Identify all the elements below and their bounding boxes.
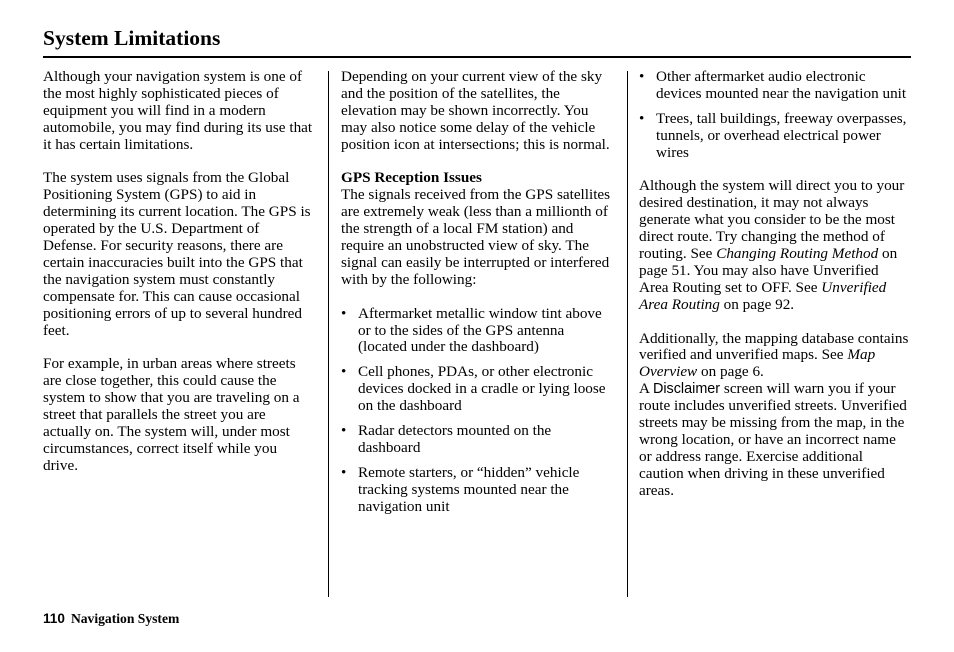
column-divider-2 <box>627 71 628 597</box>
column-2 <box>341 69 613 533</box>
cross-reference-map-overview: Map Overview <box>639 346 876 381</box>
list-item-text: Trees, tall buildings, freeway overpasses, tunnels, or overhead electrical power wires <box>656 109 907 161</box>
paragraph-intro: Although your navigation system is one of the most highly sophisticated pieces of equipment you will find in a modern automobile, you may find during its use that it has certain limitations. <box>43 68 313 153</box>
paragraph-signals: The signals received from the GPS satellites are extremely weak (less than a millionth of the strength of a local FM station) and require an unobstructed view of sky. The signal can easily be interrupted or interfered with by the following: <box>341 186 611 288</box>
title-rule <box>43 56 911 58</box>
list-item <box>341 364 613 415</box>
text-segment: Additionally, the mapping database contains verified and unverified maps. See <box>639 329 909 364</box>
list-item <box>341 306 613 357</box>
list-item-text: Radar detectors mounted on the dashboard <box>358 422 552 456</box>
paragraph-gps: The system uses signals from the Global Positioning System (GPS) to aid in determining its current location. The GPS is operated by the U.S. Department of Defense. For security reasons, there are certain inaccuracies built into the GPS that the navigation system must constantly compensate for. This can cause occasional positioning errors of up to several hundred feet. <box>43 169 311 339</box>
page-number: 110 <box>43 611 65 626</box>
list-item <box>639 69 911 103</box>
text-segment: A <box>639 380 653 398</box>
list-item-text: Aftermarket metallic window tint above or to the sides of the GPS antenna (located under the dashboard) <box>358 304 602 356</box>
text-segment: screen will warn you if your route includes unverified streets. Unverified streets may be missing from the map, in the wrong location, or have an incorrect name or address range. Exercise additional caution when driving in these unverified areas. <box>639 380 907 499</box>
interference-list-continued <box>639 69 911 162</box>
interference-list <box>341 306 613 516</box>
section-heading-gps-reception: GPS Reception Issues <box>341 169 482 187</box>
bullet-icon: • <box>341 463 347 481</box>
paragraph-database <box>639 331 911 500</box>
list-item <box>341 423 613 457</box>
screen-name-disclaimer: Disclaimer <box>652 381 721 398</box>
text-segment: on page 51. You may also have Unverified Area Routing set to OFF. See <box>639 245 898 296</box>
text-segment: on page 6. <box>697 363 764 381</box>
cross-reference-unverified-routing: Unverified Area Routing <box>639 278 887 313</box>
bullet-icon: • <box>341 363 347 381</box>
footer-label: Navigation System <box>70 611 180 626</box>
page-footer <box>43 610 179 628</box>
cross-reference-changing-routing: Changing Routing Method <box>716 245 879 263</box>
column-3 <box>639 69 911 517</box>
bullet-icon: • <box>639 109 645 127</box>
bullet-icon: • <box>341 422 347 440</box>
list-item-text: Other aftermarket audio electronic devices mounted near the navigation unit <box>656 68 907 102</box>
list-item <box>341 465 613 516</box>
paragraph-routing <box>639 178 911 313</box>
list-item-text: Cell phones, PDAs, or other electronic devices docked in a cradle or lying loose on the dashboard <box>358 363 606 415</box>
bullet-icon: • <box>639 68 645 85</box>
column-divider-1 <box>328 71 329 597</box>
column-1 <box>43 69 315 492</box>
paragraph-example: For example, in urban areas where streets are close together, this could cause the system to show that you are traveling on a street that parallels the street you are actually on. The system will, under most circumstances, correct itself while you drive. <box>43 355 300 474</box>
paragraph-elevation: Depending on your current view of the sky and the position of the satellites, the elevation may be shown incorrectly. You may also notice some delay of the vehicle position icon at intersections; this is normal. <box>341 68 610 153</box>
page-title: System Limitations <box>43 26 221 50</box>
list-item <box>639 111 911 162</box>
bullet-icon: • <box>341 304 347 322</box>
list-item-text: Remote starters, or “hidden” vehicle tracking systems mounted near the navigation unit <box>358 463 580 515</box>
text-segment: on page 92. <box>719 295 795 313</box>
text-segment: Although the system will direct you to your desired destination, it may not always generate what you consider to be the most direct route. Try changing the method of routing. See <box>639 177 905 263</box>
